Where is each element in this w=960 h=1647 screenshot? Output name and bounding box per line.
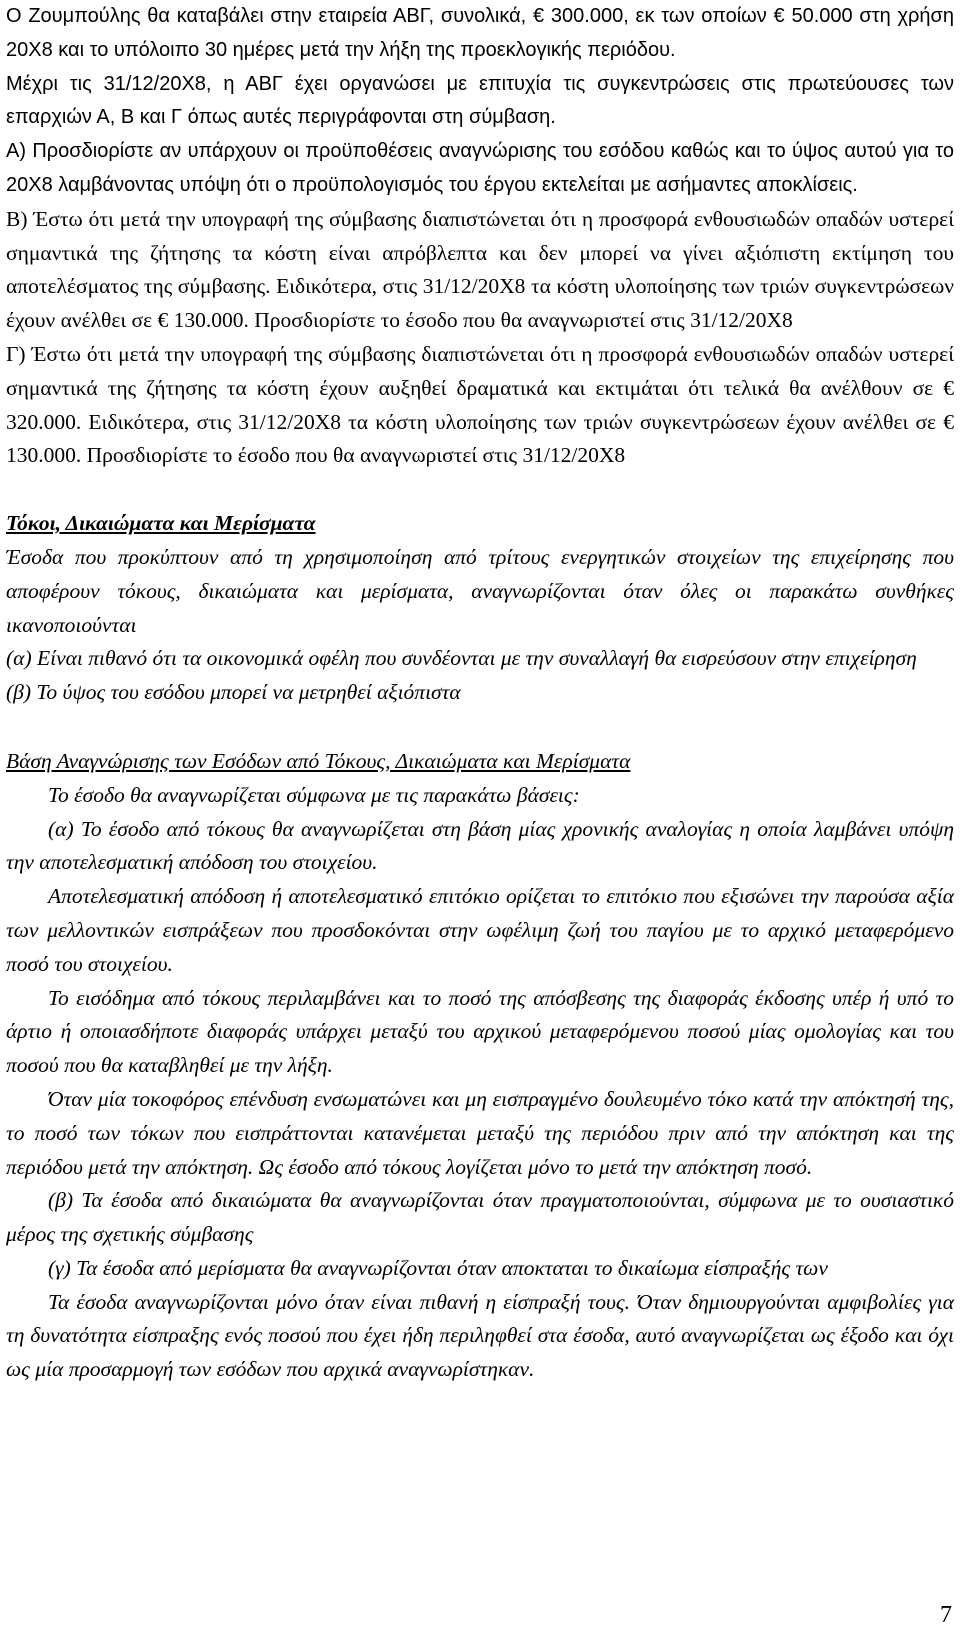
paragraph-payment-terms: Ο Ζουμπούλης θα καταβάλει στην εταιρεία ΑΒΓ, συνολικά, € 300.000, εκ των οποίων € 50.000 στη χρήση 20Χ8 και το υπόλοιπο 30 ημέρες μετά την λήξη της προεκλογικής περιόδου. <box>6 5 954 61</box>
section-heading-interest-royalties-dividends: Τόκοι, Δικαιώματα και Μερίσματα <box>6 511 316 536</box>
question-a: Α) Προσδιορίστε αν υπάρχουν οι προϋποθέσεις αναγνώρισης του εσόδου καθώς και το ύψος αυτού για το 20Χ8 λαμβάνοντας υπόψη ότι ο προϋπολογισμός του έργου εκτελείται με ασήμαντες αποκλίσεις. <box>6 140 954 196</box>
section2-collectability: Τα έσοδα αναγνωρίζονται μόνο όταν είναι πιθανή η είσπραξή τους. Όταν δημιουργούνται αμφιβολίες για τη δυνατότητα είσπραξης ενός ποσού που έχει ήδη περιληφθεί στα έσοδα, αυτό αναγνωρίζεται ως έξοδο και όχι ως μία προσαρμογή των εσόδων που αρχικά αναγνωρίστηκαν. <box>6 1289 954 1382</box>
section2-effective-yield: Αποτελεσματική απόδοση ή αποτελεσματικό επιτόκιο ορίζεται το επιτόκιο που εξισώνει την παρούσα αξία των μελλοντικών εισπράξεων που προσδοκόνται στην ωφέλιμη ζωή του παγίου με το αρχικό μεταφερόμενο ποσό του στοιχείου. <box>6 884 954 976</box>
section1-condition-b: (β) Το ύψος του εσόδου μπορεί να μετρηθεί αξιόπιστα <box>6 680 461 705</box>
section2-accrued-interest: Όταν μία τοκοφόρος επένδυση ενσωματώνει και μη εισπραγμένο δουλευμένο τόκο κατά την απόκτησή της, το ποσό των τόκων που εισπράττονται κατανέμεται μεταξύ της περιόδου πριν από την απόκτηση και της περιόδου μετά την απόκτηση. Ως έσοδο από τόκους λογίζεται μόνο το μετά την απόκτηση ποσό. <box>6 1086 954 1179</box>
section2-dividends: (γ) Τα έσοδα από μερίσματα θα αναγνωρίζονται όταν αποκταται το δικαίωμα είσπραξής των <box>48 1255 828 1280</box>
section2-interest: (α) Το έσοδο από τόκους θα αναγνωρίζεται στη βάση μίας χρονικής αναλογίας η οποία λαμβάνει υπόψη την αποτελεσματική απόδοση του στοιχείου. <box>6 816 954 875</box>
section1-intro: Έσοδα που προκύπτουν από τη χρησιμοποίηση από τρίτους ενεργητικών στοιχείων της επιχείρησης που αποφέρουν τόκους, δικαιώματα και μερίσματα, αναγνωρίζονται όταν όλες οι παρακάτω συνθήκες ικανοποιούνται <box>6 544 954 637</box>
document-page <box>6 0 954 1387</box>
section2-intro: Το έσοδο θα αναγνωρίζεται σύμφωνα με τις παρακάτω βάσεις: <box>48 782 580 807</box>
paragraph-rallies: Μέχρι τις 31/12/20Χ8, η ΑΒΓ έχει οργανώσει με επιτυχία τις συγκεντρώσεις στις πρωτεύουσες των επαρχιών Α, Β και Γ όπως αυτές περιγράφονται στη σύμβαση. <box>6 72 954 129</box>
section-heading-recognition-basis: Βάση Αναγνώρισης των Εσόδων από Τόκους, Δικαιώματα και Μερίσματα <box>6 748 631 773</box>
question-c: Γ) Έστω ότι μετά την υπογραφή της σύμβασης διαπιστώνεται ότι η προσφορά ενθουσιωδών οπαδών υστερεί σημαντικά της ζήτησης τα κόστη έχουν αυξηθεί δραματικά και εκτιμάται ότι τελικά θα ανέλθουν σε € 320.000. Ειδικότερα, στις 31/12/20Χ8 τα κόστη υλοποίησης των τριών συγκεντρώσεων έχουν ανέλθει σε € 130.000. Προσδιορίστε το έσοδο που θα αναγνωριστεί στις 31/12/20Χ8 <box>6 341 954 468</box>
page-number: 7 <box>940 1602 952 1628</box>
section1-condition-a: (α) Είναι πιθανό ότι τα οικονομικά οφέλη που συνδέονται με την συναλλαγή θα εισρεύσουν στην επιχείρηση <box>6 646 917 671</box>
question-b: Β) Έστω ότι μετά την υπογραφή της σύμβασης διαπιστώνεται ότι η προσφορά ενθουσιωδών οπαδών υστερεί σημαντικά της ζήτησης τα κόστη είναι απρόβλεπτα και δεν μπορεί να γίνει αξιόπιστη εκτίμηση του αποτελέσματος της σύμβασης. Ειδικότερα, στις 31/12/20Χ8 τα κόστη υλοποίησης των τριών συγκεντρώσεων έχουν ανέλθει σε € 130.000. Προσδιορίστε το έσοδο που θα αναγνωριστεί στις 31/12/20Χ8 <box>6 206 954 333</box>
section2-royalties: (β) Τα έσοδα από δικαιώματα θα αναγνωρίζονται όταν πραγματοποιούνται, σύμφωνα με το ουσιαστικό μέρος της σχετικής σύμβασης <box>6 1188 954 1247</box>
section2-interest-income: Το εισόδημα από τόκους περιλαμβάνει και το ποσό της απόσβεσης της διαφοράς έκδοσης υπέρ ή υπό το άρτιο ή οποιασδήποτε διαφοράς υπάρχει μεταξύ του αρχικού μεταφερόμενου ποσού μίας ομολογίας και του ποσού που θα καταβληθεί με την λήξη. <box>6 985 954 1078</box>
